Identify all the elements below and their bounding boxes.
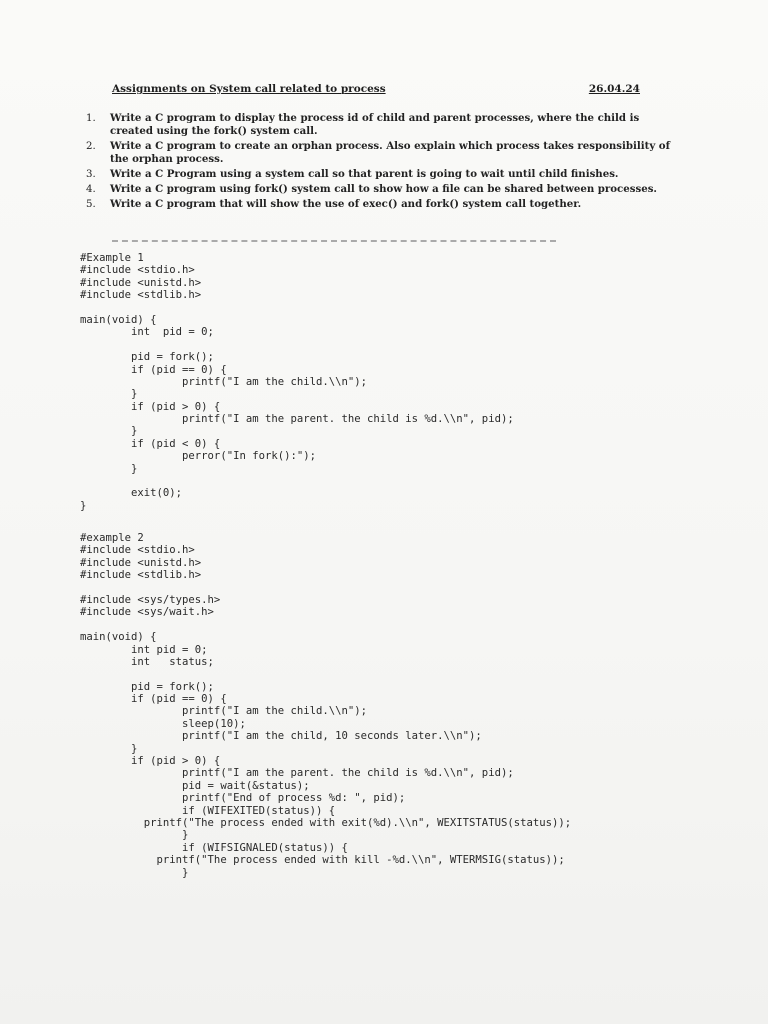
assignment-title: Assignments on System call related to process <box>112 83 386 95</box>
code-line: printf("End of process %d: ", pid); <box>80 792 406 805</box>
assignment-text: Write a C program using fork() system call to show how a file can be shared between processes. <box>110 183 657 195</box>
code-line: printf("I am the child, 10 seconds later.\\n"); <box>80 730 482 743</box>
code-line: } <box>80 425 138 438</box>
code-line: exit(0); <box>80 487 183 500</box>
code-line: #include <sys/wait.h> <box>80 606 214 619</box>
code-line: if (pid > 0) { <box>80 755 221 768</box>
code-line <box>80 582 571 594</box>
code-example-2 <box>80 532 571 879</box>
code-line: printf("The process ended with kill -%d.\\n", WTERMSIG(status)); <box>80 854 565 867</box>
code-line: printf("I am the parent. the child is %d.\\n", pid); <box>80 413 514 426</box>
assignment-number: 5. <box>86 199 96 210</box>
code-line: perror("In fork():"); <box>80 450 316 463</box>
assignment-item <box>86 198 676 211</box>
code-line: } <box>80 499 87 512</box>
code-line: if (pid < 0) { <box>80 437 221 450</box>
document-header <box>112 83 640 99</box>
code-line: pid = fork(); <box>80 351 214 364</box>
code-line: sleep(10); <box>80 717 246 730</box>
code-line: printf("I am the parent. the child is %d.\\n", pid); <box>80 767 514 780</box>
code-line: if (WIFEXITED(status)) { <box>80 804 336 817</box>
code-line: main(void) { <box>80 313 157 326</box>
code-line: printf("I am the child.\\n"); <box>80 705 368 718</box>
assignment-number: 1. <box>86 113 96 124</box>
assignment-number: 4. <box>86 184 96 195</box>
code-line: if (WIFSIGNALED(status)) { <box>80 841 348 854</box>
code-line <box>80 668 571 680</box>
code-line: } <box>80 742 138 755</box>
code-line: #include <unistd.h> <box>80 276 202 289</box>
code-line: } <box>80 866 189 879</box>
code-line: } <box>80 829 189 842</box>
code-line: if (pid > 0) { <box>80 400 221 413</box>
code-line: #include <sys/types.h> <box>80 593 221 606</box>
code-line: printf("The process ended with exit(%d).\\n", WEXITSTATUS(status)); <box>80 816 572 829</box>
code-line: } <box>80 388 138 401</box>
code-line: printf("I am the child.\\n"); <box>80 375 368 388</box>
code-line <box>80 475 514 487</box>
assignment-date: 26.04.24 <box>588 83 640 95</box>
code-line: pid = fork(); <box>80 680 214 693</box>
assignment-text: Write a C program to create an orphan process. Also explain which process takes responsibility of the orphan process. <box>110 140 670 165</box>
assignment-number: 2. <box>86 141 96 152</box>
code-line: } <box>80 462 138 475</box>
code-line: #example 2 <box>80 532 144 544</box>
code-line: if (pid == 0) { <box>80 363 227 376</box>
code-line: int pid = 0; <box>80 326 214 339</box>
code-line <box>80 302 514 314</box>
code-line: #include <stdlib.h> <box>80 569 202 582</box>
section-divider <box>112 240 556 242</box>
assignment-text: Write a C Program using a system call so that parent is going to wait until child finishes. <box>110 168 619 180</box>
assignment-text: Write a C program that will show the use of exec() and fork() system call together. <box>110 198 582 210</box>
code-line: #include <stdlib.h> <box>80 289 202 302</box>
code-line: #Example 1 <box>80 252 144 264</box>
code-line: pid = wait(&status); <box>80 779 310 792</box>
assignment-item <box>86 112 676 138</box>
assignment-item <box>86 183 676 196</box>
assignment-number: 3. <box>86 169 96 180</box>
code-line: int pid = 0; <box>80 643 208 656</box>
assignment-text: Write a C program to display the process id of child and parent processes, where the child is created using the fork() system call. <box>110 112 640 137</box>
code-line <box>80 619 571 631</box>
code-line <box>80 339 514 351</box>
assignment-item <box>86 140 676 166</box>
assignment-item <box>86 168 676 181</box>
code-line: if (pid == 0) { <box>80 693 227 706</box>
code-line: #include <unistd.h> <box>80 556 202 569</box>
assignment-list <box>86 112 676 213</box>
code-example-1 <box>80 252 514 512</box>
code-line: int status; <box>80 655 214 668</box>
code-line: main(void) { <box>80 631 157 644</box>
code-line: #include <stdio.h> <box>80 544 195 557</box>
code-line: #include <stdio.h> <box>80 264 195 277</box>
